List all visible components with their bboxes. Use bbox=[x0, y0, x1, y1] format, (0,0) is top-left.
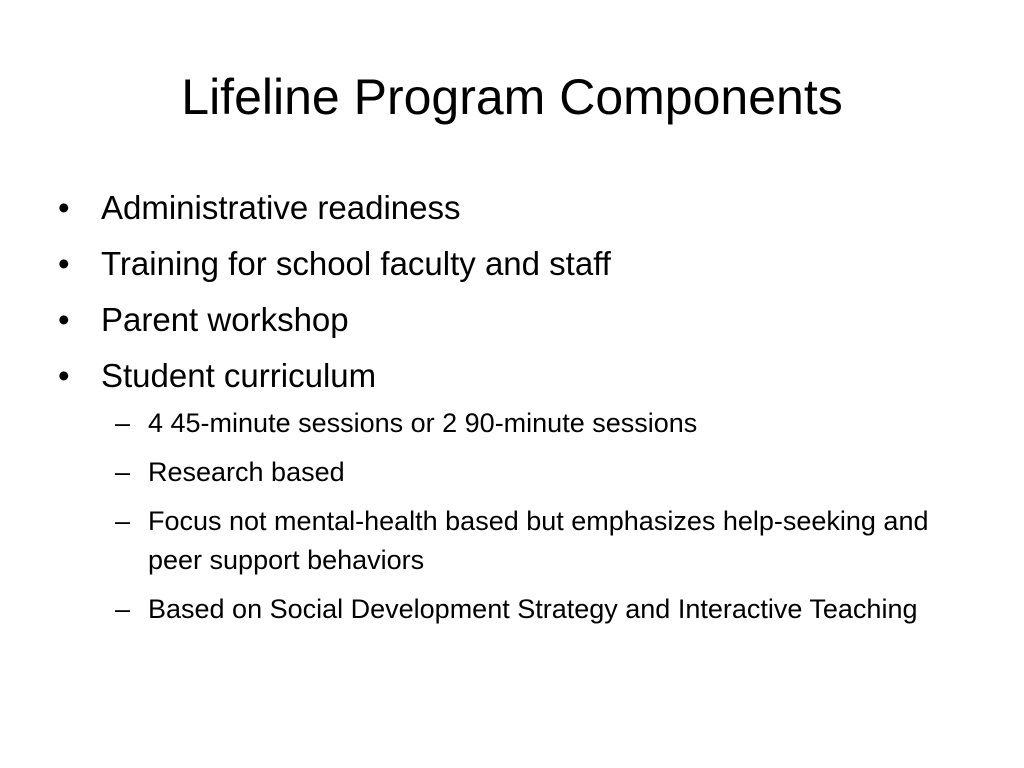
dash-icon: – bbox=[115, 408, 131, 438]
sub-bullet-item-social-development bbox=[103, 590, 978, 629]
dash-icon: – bbox=[115, 506, 131, 536]
bullet-icon: • bbox=[58, 189, 70, 226]
bullet-text: Administrative readiness bbox=[101, 189, 461, 226]
bullet-text: Parent workshop bbox=[101, 301, 349, 338]
bullet-list bbox=[58, 180, 978, 629]
bullet-item-student-curriculum bbox=[58, 348, 978, 629]
bullet-item-parent-workshop bbox=[58, 292, 978, 348]
bullet-icon: • bbox=[58, 357, 70, 394]
sub-bullet-text: Focus not mental-health based but emphasizes help-seeking and peer support behaviors bbox=[148, 506, 929, 575]
sub-bullet-text: 4 45-minute sessions or 2 90-minute sessions bbox=[148, 408, 698, 438]
dash-icon: – bbox=[115, 594, 131, 624]
sub-bullet-item-focus bbox=[103, 502, 978, 580]
bullet-icon: • bbox=[58, 245, 70, 282]
sub-bullet-item-sessions bbox=[103, 404, 978, 443]
bullet-item-training bbox=[58, 236, 978, 292]
sub-bullet-item-research-based bbox=[103, 453, 978, 492]
slide-content bbox=[58, 180, 978, 639]
bullet-text: Training for school faculty and staff bbox=[101, 245, 611, 282]
dash-icon: – bbox=[115, 457, 131, 487]
bullet-text: Student curriculum bbox=[101, 357, 377, 394]
sub-bullet-text: Based on Social Development Strategy and Interactive Teaching bbox=[148, 594, 918, 624]
sub-bullet-text: Research based bbox=[148, 457, 345, 487]
slide-title: Lifeline Program Components bbox=[181, 69, 843, 125]
bullet-icon: • bbox=[58, 301, 70, 338]
bullet-item-administrative-readiness bbox=[58, 180, 978, 236]
sub-bullet-list bbox=[103, 404, 978, 629]
